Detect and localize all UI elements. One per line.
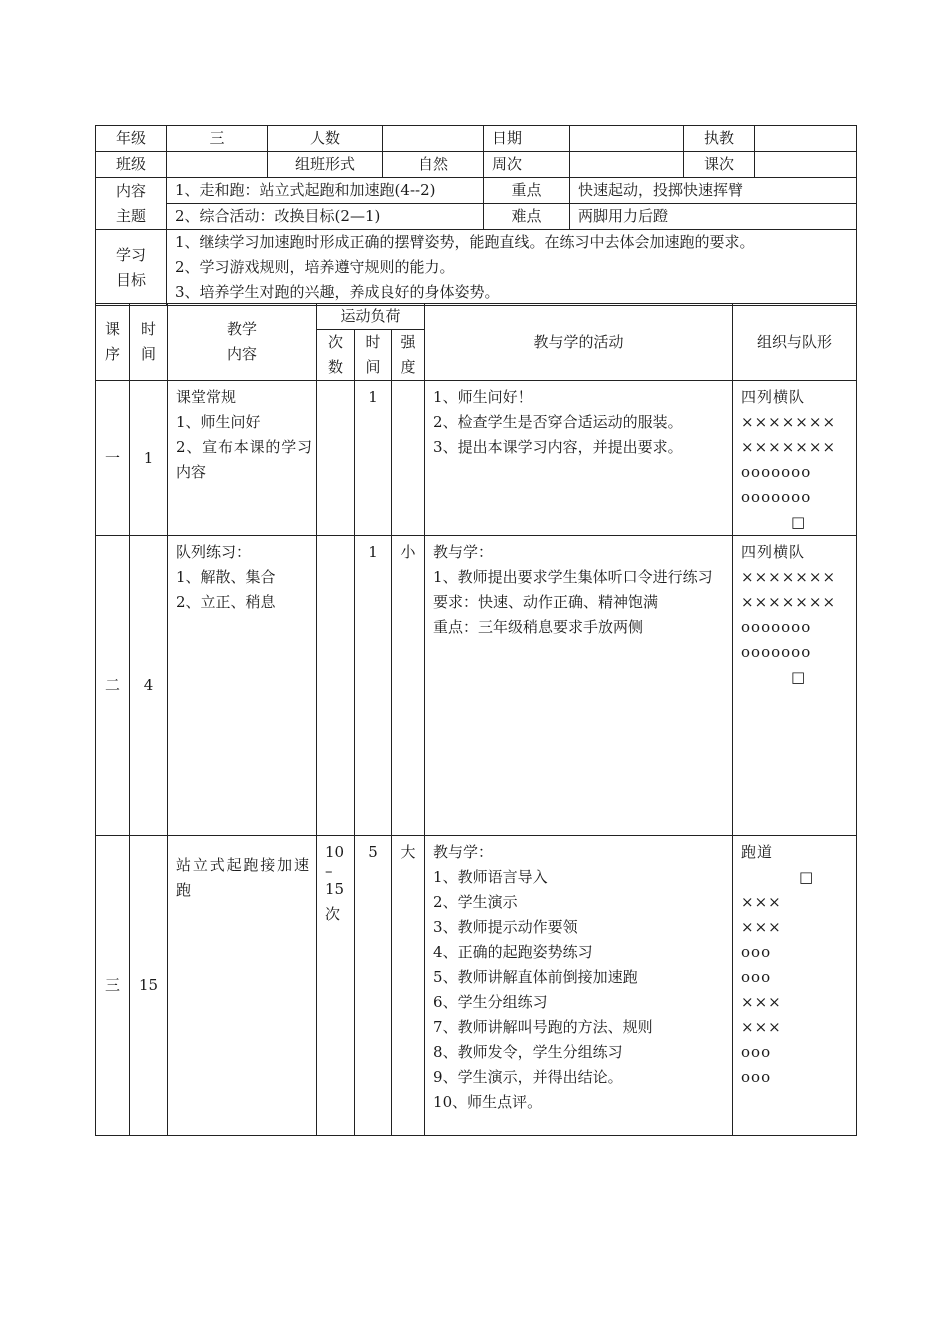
row-section: 三 xyxy=(96,836,130,1136)
content-line: 1、师生问好 xyxy=(176,413,261,431)
goals-list xyxy=(167,230,857,306)
row-intensity: 大 xyxy=(392,836,425,1136)
formation-line: 跑道 xyxy=(741,843,774,861)
group-label: 组班形式 xyxy=(268,152,383,178)
formation-line: ooooooo xyxy=(741,463,812,481)
key-label: 重点 xyxy=(484,178,570,204)
formation-line: 四列横队 xyxy=(741,543,806,561)
goals-label-line1: 学习 xyxy=(115,245,146,264)
teacher-square: □ xyxy=(799,868,815,886)
formation-line: ooo xyxy=(741,1043,772,1061)
col-formation: 组织与队形 xyxy=(733,304,857,381)
activity-line: 教与学： xyxy=(433,543,494,561)
row-duration: 1 xyxy=(355,381,392,536)
key-value: 快速起动，投掷快速挥臂 xyxy=(570,178,857,204)
formation-line: ooo xyxy=(741,943,772,961)
formation-line: ××× xyxy=(741,893,782,911)
col-content-line1: 教学 xyxy=(226,320,257,338)
col-section-line1: 课 xyxy=(104,320,120,338)
row-time: 4 xyxy=(130,536,168,836)
row-intensity xyxy=(392,381,425,536)
col-time-line1: 时 xyxy=(140,320,156,338)
content-line: 2、立正、稍息 xyxy=(176,593,276,611)
reps-line: 10 xyxy=(325,843,345,861)
activity-line: 8、教师发令，学生分组练习 xyxy=(433,1043,623,1061)
table-row xyxy=(96,536,857,836)
goal-item: 2、学习游戏规则，培养遵守规则的能力。 xyxy=(175,258,455,276)
activity-line: 教与学： xyxy=(433,843,494,861)
goal-item: 3、培养学生对跑的兴趣，养成良好的身体姿势。 xyxy=(175,283,500,301)
formation-line: ooo xyxy=(741,1068,772,1086)
teacher-value xyxy=(755,126,857,152)
content-label-line2: 主题 xyxy=(115,206,146,225)
class-label: 班级 xyxy=(96,152,167,178)
content-label-line1: 内容 xyxy=(115,181,146,200)
class-value xyxy=(167,152,268,178)
difficulty-label: 难点 xyxy=(484,204,570,230)
content-label xyxy=(96,178,167,230)
row-time: 1 xyxy=(130,381,168,536)
activity-line: 7、教师讲解叫号跑的方法、规则 xyxy=(433,1018,653,1036)
lesson-label: 课次 xyxy=(684,152,755,178)
col-intensity-line1: 强 xyxy=(400,333,416,351)
activity-line: 3、提出本课学习内容，并提出要求。 xyxy=(433,438,683,456)
formation-line: ××××××× xyxy=(741,413,837,431)
formation-line: ××× xyxy=(741,1018,782,1036)
col-section-line2: 序 xyxy=(104,345,120,363)
teacher-square: □ xyxy=(790,513,807,531)
col-content-line2: 内容 xyxy=(226,345,257,363)
goals-label-line2: 目标 xyxy=(115,270,146,289)
activity-line: 重点：三年级稍息要求手放两侧 xyxy=(433,618,644,636)
difficulty-value: 两脚用力后蹬 xyxy=(570,204,857,230)
row-activities xyxy=(425,836,733,1136)
activity-line: 9、学生演示，并得出结论。 xyxy=(433,1068,623,1086)
teacher-square: □ xyxy=(790,668,807,686)
row-reps xyxy=(317,536,355,836)
grade-value: 三 xyxy=(167,126,268,152)
formation-line: 四列横队 xyxy=(741,388,806,406)
col-duration xyxy=(355,330,392,381)
topic-1: 1、走和跑：站立式起跑和加速跑(4--2) xyxy=(167,178,484,204)
lesson-plan-table xyxy=(95,303,857,1136)
formation-line: ××× xyxy=(741,993,782,1011)
row-formation xyxy=(733,381,857,536)
formation-line: ××××××× xyxy=(741,568,837,586)
activity-line: 要求：快速、动作正确、精神饱满 xyxy=(433,593,659,611)
row-formation xyxy=(733,836,857,1136)
reps-line: 15 xyxy=(325,880,345,898)
activity-line: 1、教师提出要求学生集体听口令进行练习 xyxy=(433,568,713,586)
activity-line: 6、学生分组练习 xyxy=(433,993,548,1011)
col-load: 运动负荷 xyxy=(317,304,425,330)
topic-2: 2、综合活动：改换目标(2—1) xyxy=(167,204,484,230)
col-reps-line1: 次 xyxy=(327,333,343,351)
activity-line: 3、教师提示动作要领 xyxy=(433,918,578,936)
row-activities xyxy=(425,536,733,836)
activity-line: 10、师生点评。 xyxy=(433,1093,543,1111)
col-reps-line2: 数 xyxy=(327,358,343,376)
reps-line: 次 xyxy=(325,905,341,923)
formation-line: ooooooo xyxy=(741,618,812,636)
row-reps xyxy=(317,836,355,1136)
formation-line: ××××××× xyxy=(741,593,837,611)
goal-item: 1、继续学习加速跑时形成正确的摆臂姿势，能跑直线。在练习中去体会加速跑的要求。 xyxy=(175,233,755,251)
row-section: 二 xyxy=(96,536,130,836)
activity-line: 1、师生问好！ xyxy=(433,388,533,406)
week-label: 周次 xyxy=(484,152,570,178)
activity-line: 5、教师讲解直体前倒接加速跑 xyxy=(433,968,638,986)
row-duration: 5 xyxy=(355,836,392,1136)
count-value xyxy=(383,126,484,152)
formation-line: ooooooo xyxy=(741,643,812,661)
row-activities xyxy=(425,381,733,536)
content-line: 队列练习： xyxy=(176,543,252,561)
col-duration-line1: 时 xyxy=(365,333,381,351)
content-line: 课堂常规 xyxy=(176,388,237,406)
col-time xyxy=(130,304,168,381)
table-row xyxy=(96,836,857,1136)
goals-label xyxy=(96,230,167,306)
activity-line: 1、教师语言导入 xyxy=(433,868,548,886)
activity-line: 2、检查学生是否穿合适运动的服装。 xyxy=(433,413,683,431)
row-duration: 1 xyxy=(355,536,392,836)
col-duration-line2: 间 xyxy=(365,358,381,376)
lesson-header-table xyxy=(95,125,857,306)
teacher-label: 执教 xyxy=(684,126,755,152)
col-intensity xyxy=(392,330,425,381)
row-content xyxy=(168,381,317,536)
week-value xyxy=(570,152,684,178)
formation-line: ooooooo xyxy=(741,488,812,506)
lesson-value xyxy=(755,152,857,178)
row-content xyxy=(168,836,317,1136)
row-reps xyxy=(317,381,355,536)
row-section: 一 xyxy=(96,381,130,536)
content-line: 1、解散、集合 xyxy=(176,568,276,586)
formation-line: ××××××× xyxy=(741,438,837,456)
col-section xyxy=(96,304,130,381)
formation-line: ooo xyxy=(741,968,772,986)
reps-line: – xyxy=(325,862,333,880)
activity-line: 4、正确的起跑姿势练习 xyxy=(433,943,593,961)
date-value xyxy=(570,126,684,152)
activity-line: 2、学生演示 xyxy=(433,893,518,911)
date-label: 日期 xyxy=(484,126,570,152)
row-formation xyxy=(733,536,857,836)
count-label: 人数 xyxy=(268,126,383,152)
content-line: 2、宣布本课的学习内容 xyxy=(176,438,312,481)
col-activities: 教与学的活动 xyxy=(425,304,733,381)
row-time: 15 xyxy=(130,836,168,1136)
col-time-line2: 间 xyxy=(140,345,156,363)
row-intensity: 小 xyxy=(392,536,425,836)
col-reps xyxy=(317,330,355,381)
table-row xyxy=(96,381,857,536)
grade-label: 年级 xyxy=(96,126,167,152)
row-content xyxy=(168,536,317,836)
col-intensity-line2: 度 xyxy=(400,358,416,376)
group-value: 自然 xyxy=(383,152,484,178)
content-line: 站立式起跑接加速跑 xyxy=(176,856,310,899)
formation-line: ××× xyxy=(741,918,782,936)
col-content xyxy=(168,304,317,381)
